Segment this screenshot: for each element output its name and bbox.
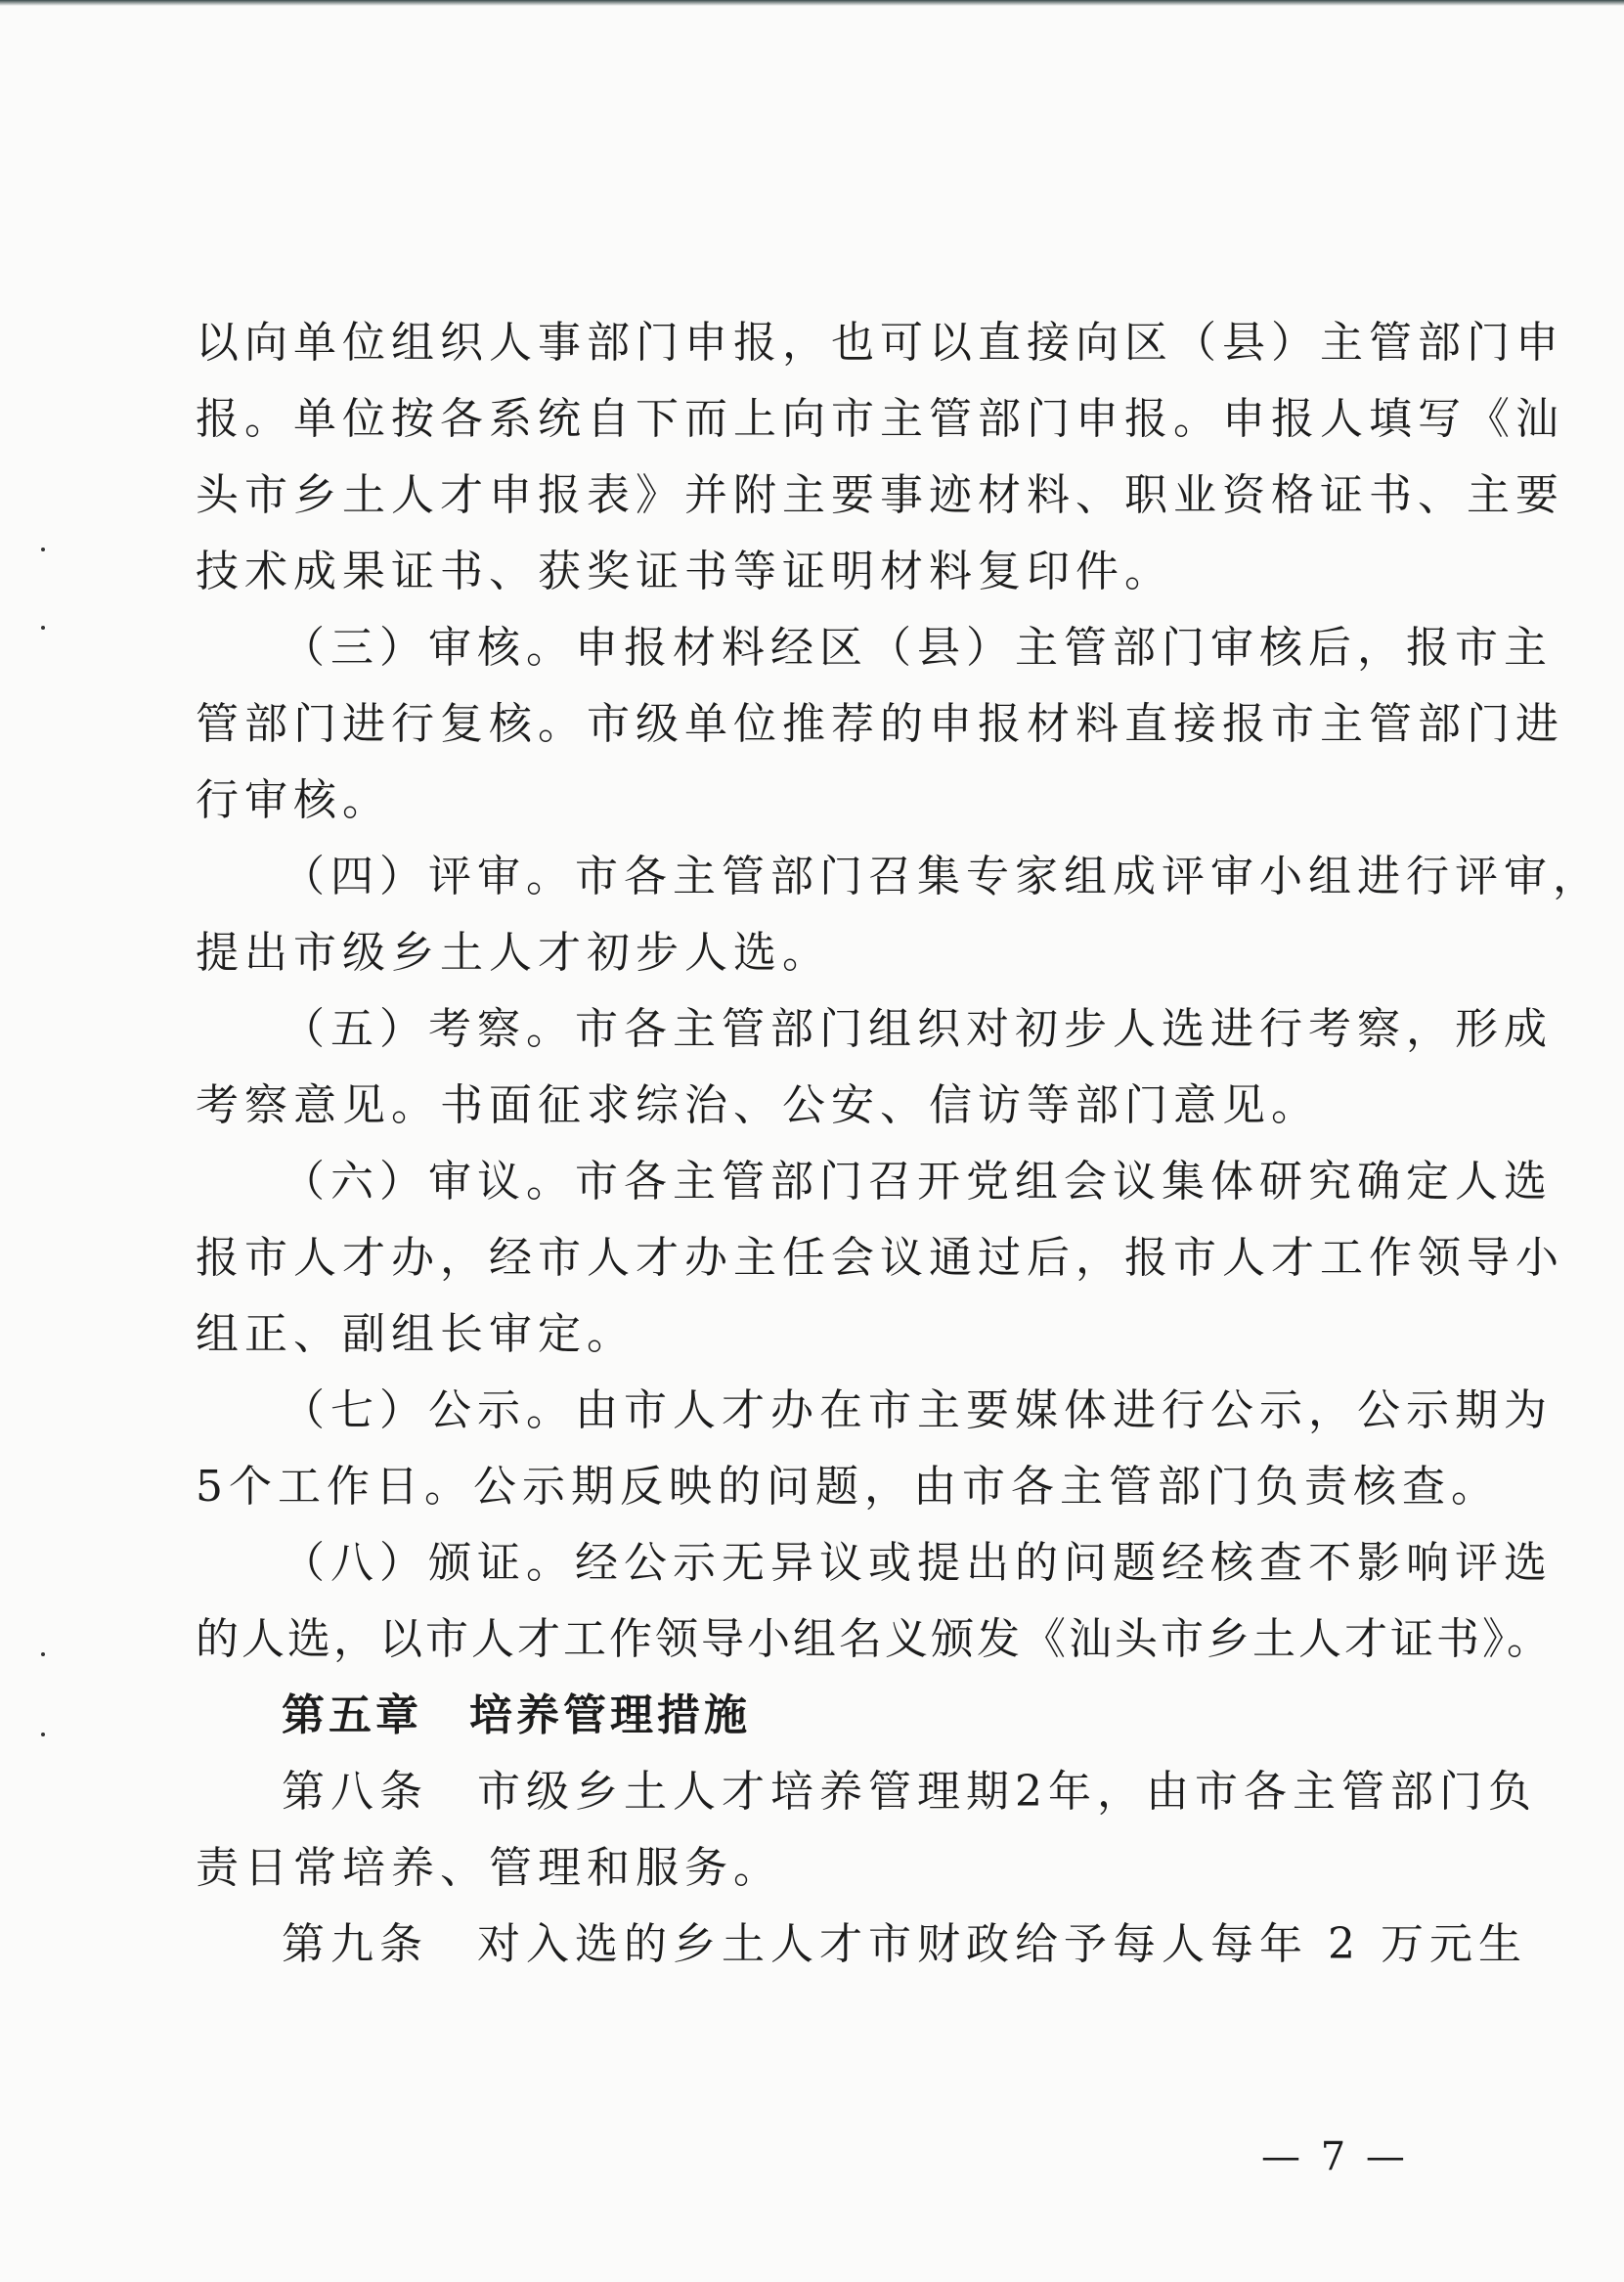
text-line: 报。单位按各系统自下而上向市主管部门申报。申报人填写《汕 xyxy=(196,394,1564,444)
text-line: 第九条 对入选的乡土人才市财政给予每人每年 2 万元生 xyxy=(282,1919,1527,1969)
text-line: （五）考察。市各主管部门组织对初步人选进行考察，形成 xyxy=(282,1004,1553,1054)
scan-speck xyxy=(41,1733,45,1736)
chapter-heading: 第五章 培养管理措施 xyxy=(282,1690,751,1740)
text-line: （三）审核。申报材料经区（县）主管部门审核后，报市主 xyxy=(282,623,1553,673)
page-number: — 7 — xyxy=(1261,2134,1409,2179)
text-line: 提出市级乡土人才初步人选。 xyxy=(196,928,831,978)
scan-top-edge xyxy=(0,0,1624,6)
scan-speck xyxy=(41,548,45,551)
text-line: 的人选，以市人才工作领导小组名义颁发《汕头市乡土人才证书》。 xyxy=(196,1614,1553,1664)
text-line: 头市乡土人才申报表》并附主要事迹材料、职业资格证书、主要 xyxy=(196,470,1564,520)
text-line: （六）审议。市各主管部门召开党组会议集体研究确定人选 xyxy=(282,1157,1553,1207)
text-line: （四）评审。市各主管部门召集专家组成评审小组进行评审， xyxy=(282,852,1602,901)
text-line: 行审核。 xyxy=(196,775,391,825)
text-line: （七）公示。由市人才办在市主要媒体进行公示，公示期为 xyxy=(282,1385,1553,1435)
text-line: 以向单位组织人事部门申报，也可以直接向区（县）主管部门申 xyxy=(196,318,1564,368)
text-line: 组正、副组长审定。 xyxy=(196,1309,636,1359)
text-line: 考察意见。书面征求综治、公安、信访等部门意见。 xyxy=(196,1080,1320,1130)
scan-speck xyxy=(41,626,45,630)
scan-speck xyxy=(41,1652,45,1656)
text-line: 管部门进行复核。市级单位推荐的申报材料直接报市主管部门进 xyxy=(196,699,1564,749)
text-line: 报市人才办，经市人才办主任会议通过后，报市人才工作领导小 xyxy=(196,1233,1564,1283)
text-line: 责日常培养、管理和服务。 xyxy=(196,1843,782,1893)
text-line: 第八条 市级乡土人才培养管理期2年，由市各主管部门负 xyxy=(282,1767,1537,1817)
text-line: 5个工作日。公示期反映的问题，由市各主管部门负责核查。 xyxy=(196,1462,1500,1512)
text-line: 技术成果证书、获奖证书等证明材料复印件。 xyxy=(196,547,1173,596)
text-line: （八）颁证。经公示无异议或提出的问题经核查不影响评选 xyxy=(282,1538,1553,1588)
